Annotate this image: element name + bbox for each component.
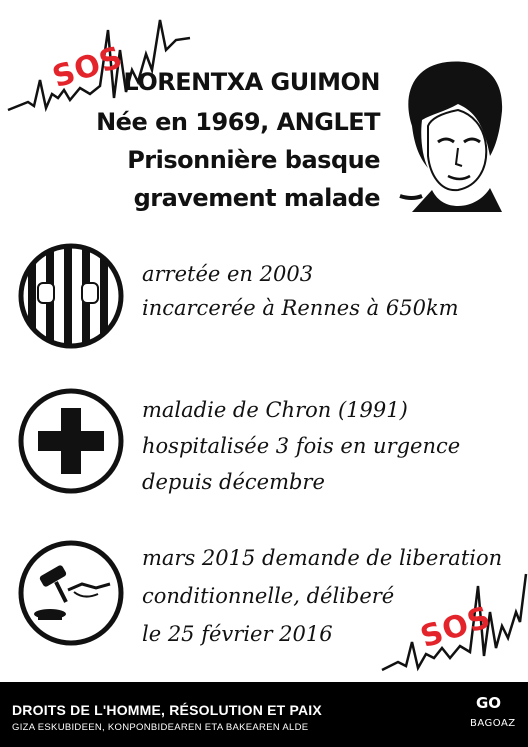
footer-subtitle: GIZA ESKUBIDEEN, KONPONBIDEAREN ETA BAKEAREN ALDE: [12, 722, 309, 733]
prisoner-name: LORENTXA GUIMON: [123, 68, 380, 96]
condition-line: gravement malade: [133, 184, 380, 212]
footer-banner: [0, 682, 528, 747]
hospitalisation-info: hospitalisée 3 fois en urgence: [142, 434, 461, 458]
gavel-handshake-icon: [18, 540, 124, 646]
sos-label: SOS: [48, 39, 128, 96]
bagoaz-logo-mark: GO: [476, 694, 502, 712]
portrait-illustration: [392, 56, 512, 212]
birth-info: Née en 1969, ANGLET: [96, 108, 380, 136]
arrest-year: arretée en 2003: [142, 262, 314, 286]
release-request: mars 2015 demande de liberation: [142, 546, 503, 570]
sos-label: SOS: [416, 599, 496, 656]
since-info: depuis décembre: [142, 470, 325, 494]
medical-cross-icon: [18, 388, 124, 494]
illness-info: maladie de Chron (1991): [142, 398, 408, 422]
incarceration-place: incarcerée à Rennes à 650km: [142, 296, 459, 320]
footer-title: DROITS DE L'HOMME, RÉSOLUTION ET PAIX: [12, 702, 322, 718]
bagoaz-logo-name: BAGOAZ: [470, 718, 516, 729]
decision-date: le 25 février 2016: [142, 622, 333, 646]
prison-bars-icon: [18, 243, 124, 349]
status-line: Prisonnière basque: [127, 146, 380, 174]
deliberation-info: conditionnelle, déliberé: [142, 584, 395, 608]
